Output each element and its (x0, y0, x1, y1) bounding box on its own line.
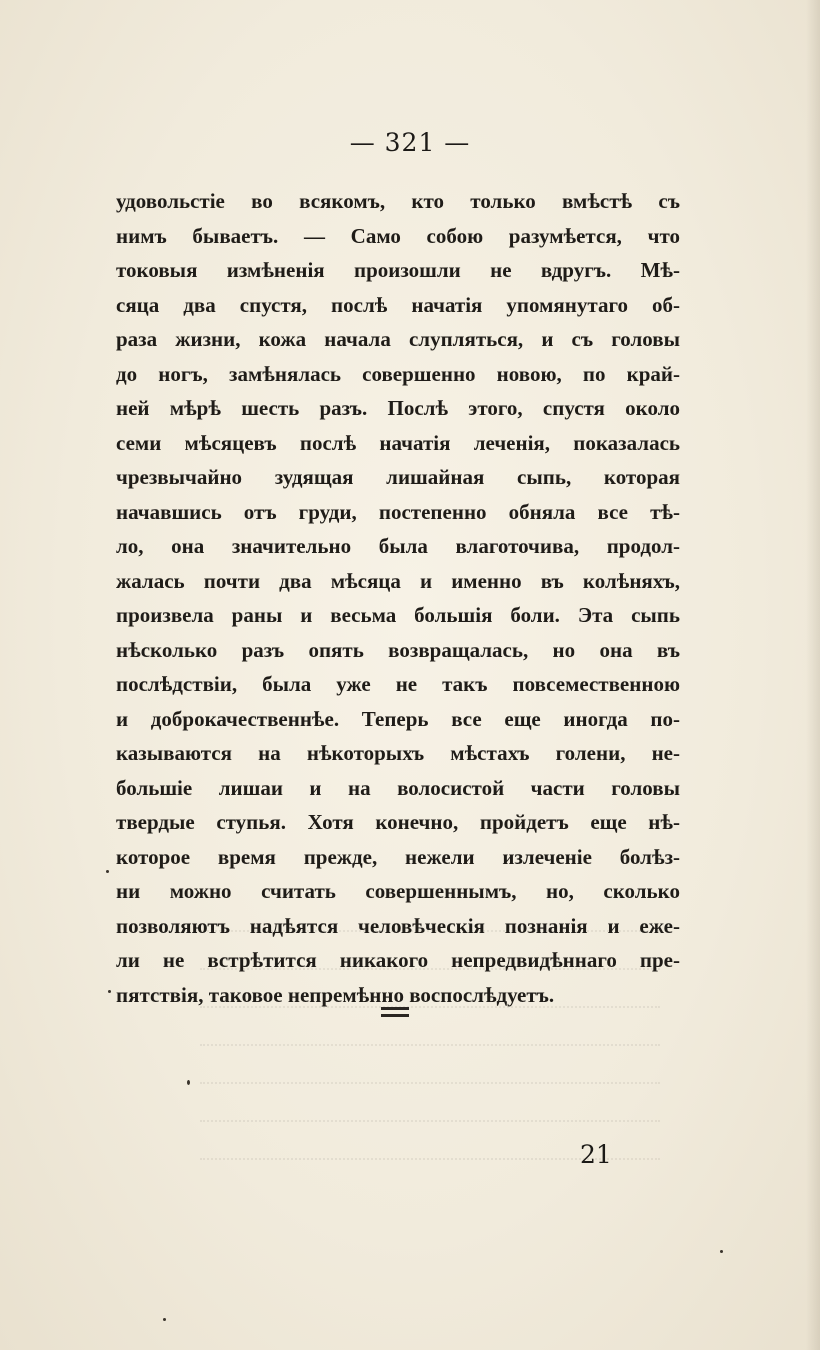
text-line: начавшись отъ груди, постепенно обняла все тѣ- (116, 499, 680, 524)
text-line: произвела раны и весьма большія боли. Эта сыпь (116, 603, 680, 627)
text-line: нимъ бываетъ. — Само собою разумѣется, что (116, 223, 680, 248)
section-separator (381, 1007, 409, 1021)
text-line: которое время прежде, нежели излеченіе болѣз- (116, 844, 680, 869)
text-line: удовольстіе во всякомъ, кто только вмѣстѣ съ (116, 189, 680, 213)
text-line: и доброкачественнѣе. Теперь все еще иногда по- (116, 706, 680, 731)
signature-mark: 21 (580, 1140, 612, 1169)
text-line: ли не встрѣтится никакого непредвидѣннаго пре- (116, 948, 680, 972)
text-line: семи мѣсяцевъ послѣ начатія леченія, показалась (116, 430, 680, 455)
text-line: позволяютъ надѣятся человѣческія познанія и еже- (116, 913, 680, 938)
text-line: ней мѣрѣ шесть разъ. Послѣ этого, спустя около (116, 396, 680, 420)
text-line: казываются на нѣкоторыхъ мѣстахъ голени, не- (116, 741, 680, 765)
text-line: послѣдствіи, была уже не такъ повсемественною (116, 672, 680, 696)
text-line: ло, она значительно была влаготочива, продол- (116, 534, 680, 558)
text-line: ни можно считать совершеннымъ, но, сколько (116, 879, 680, 903)
text-line: чрезвычайно зудящая лишайная сыпь, которая (116, 465, 680, 489)
page-edge-shadow (806, 0, 820, 1350)
text-line: до ногъ, замѣнялась совершенно новою, по край- (116, 361, 680, 386)
text-line: сяца два спустя, послѣ начатія упомянутаго об- (116, 292, 680, 317)
text-line: токовыя измѣненія произошли не вдругъ. Мѣ- (116, 258, 680, 282)
page-number: — 321 — (349, 128, 471, 157)
text-line: раза жизни, кожа начала слупляться, и съ головы (116, 327, 680, 351)
text-line: твердые ступья. Хотя конечно, пройдетъ еще нѣ- (116, 810, 680, 834)
paper-speck (106, 870, 109, 873)
paper-speck (163, 1318, 166, 1321)
body-text (116, 184, 680, 1012)
text-line: жалась почти два мѣсяца и именно въ колѣняхъ, (116, 568, 680, 593)
text-line: большіе лишаи и на волосистой части головы (116, 775, 680, 800)
text-line: нѣсколько разъ опять возвращалась, но она въ (116, 637, 680, 662)
paper-speck (720, 1250, 723, 1253)
text-line: пятствія, таковое непремѣнно воспослѣдуетъ. (116, 982, 555, 1007)
paper-speck (108, 990, 111, 993)
paper-speck (187, 1080, 190, 1085)
